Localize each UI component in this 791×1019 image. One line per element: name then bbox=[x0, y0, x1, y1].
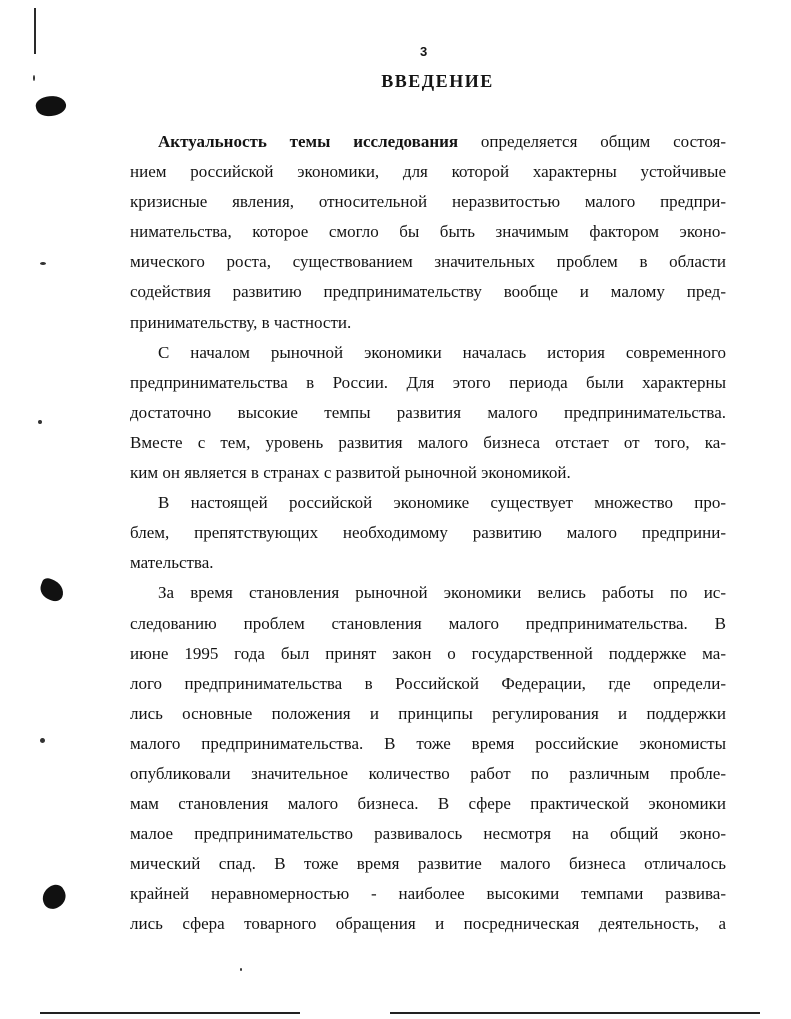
paragraph-line: нием российской экономики, для которой характерны устойчивые bbox=[130, 162, 726, 182]
scan-speck bbox=[38, 420, 42, 424]
scan-bottom-line bbox=[390, 1012, 760, 1014]
paragraph-line: опубликовали значительное количество работ по различным пробле- bbox=[130, 763, 726, 783]
scan-edge-line bbox=[34, 8, 36, 54]
scan-blot bbox=[38, 881, 70, 912]
lead-phrase: Актуальность темы исследования bbox=[158, 132, 459, 151]
paragraph-line: крайней неравномерностью - наиболее высокими темпами развива- bbox=[130, 884, 726, 904]
paragraph-line: мический спад. В тоже время развитие малого бизнеса отличалось bbox=[130, 854, 726, 874]
paragraph-line: достаточно высокие темпы развития малого предпринимательства. bbox=[130, 402, 726, 422]
paragraph-line: ким он является в странах с развитой рыночной экономикой. bbox=[130, 463, 571, 483]
paragraph-line: следованию проблем становления малого предпринимательства. В bbox=[130, 613, 726, 633]
paragraph-line: лись сфера товарного обращения и посредническая деятельность, а bbox=[130, 914, 726, 934]
scan-speck bbox=[240, 968, 242, 971]
paragraph-line: блем, препятствующих необходимому развитию малого предприни- bbox=[130, 523, 726, 543]
paragraph-line: содействия развитию предпринимательству вообще и малому пред- bbox=[130, 282, 726, 302]
page-title: ВВЕДЕНИЕ bbox=[381, 71, 494, 91]
paragraph-line: малое предпринимательство развивалось несмотря на общий эконо- bbox=[130, 824, 726, 844]
line-text: определяется общим состоя- bbox=[458, 132, 727, 151]
paragraph-line bbox=[130, 127, 726, 157]
scan-blot bbox=[37, 576, 66, 603]
paragraph-line: лого предпринимательства в Российской Федерации, где определи- bbox=[130, 673, 726, 693]
paragraph-line: июне 1995 года был принят закон о государственной поддержке ма- bbox=[130, 643, 726, 663]
scan-bottom-line bbox=[40, 1012, 300, 1014]
scan-blot bbox=[34, 93, 68, 119]
paragraph-line: мам становления малого бизнеса. В сфере практической экономики bbox=[130, 794, 726, 814]
page-number: 3 bbox=[420, 44, 428, 59]
paragraph-line: лись основные положения и принципы регулирования и поддержки bbox=[130, 703, 726, 723]
paragraph-line: В настоящей российской экономике существует множество про- bbox=[158, 493, 726, 513]
paragraph-line: малого предпринимательства. В тоже время российские экономисты bbox=[130, 733, 726, 753]
scan-speck bbox=[40, 738, 45, 743]
paragraph-line: принимательству, в частности. bbox=[130, 312, 352, 332]
paragraph-line: За время становления рыночной экономики велись работы по ис- bbox=[158, 583, 726, 603]
paragraph-line: Вместе с тем, уровень развития малого бизнеса отстает от того, ка- bbox=[130, 432, 726, 452]
paragraph-line: предпринимательства в России. Для этого периода были характерны bbox=[130, 372, 726, 392]
paragraph-line: мического роста, существованием значительных проблем в области bbox=[130, 252, 726, 272]
paragraph-line: С началом рыночной экономики началась история современного bbox=[158, 342, 726, 362]
scan-speck bbox=[40, 262, 46, 265]
paragraph-line: нимательства, которое смогло бы быть значимым фактором эконо- bbox=[130, 222, 726, 242]
paragraph-line: мательства. bbox=[130, 553, 214, 573]
body-text bbox=[130, 127, 726, 940]
paragraph-line: кризисные явления, относительной неразвитостью малого предпри- bbox=[130, 192, 726, 212]
